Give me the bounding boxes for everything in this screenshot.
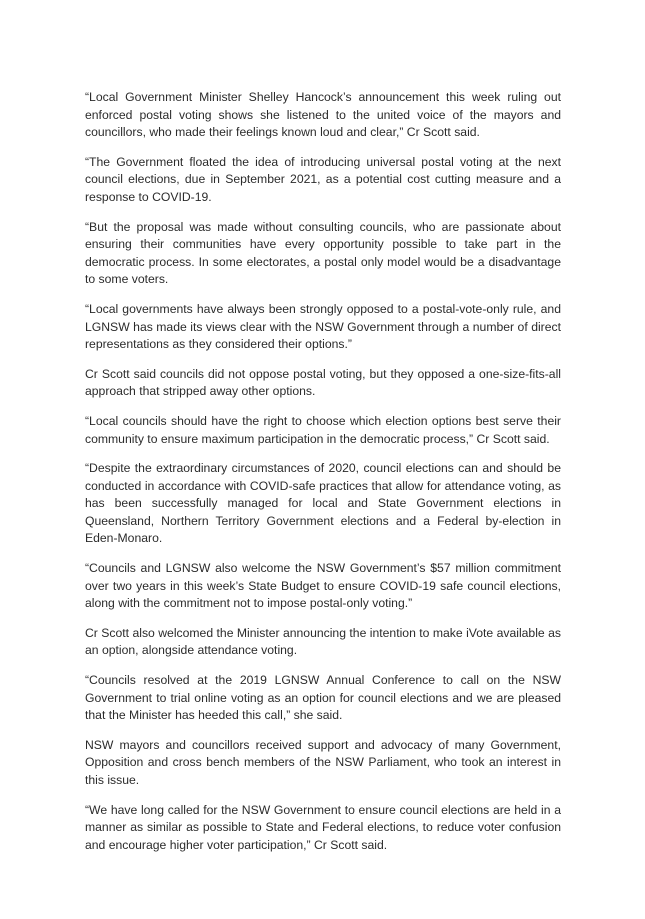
paragraph-12: “We have long called for the NSW Government to ensure council elections are held in a manner as similar as possible to State and Federal elections, to reduce voter confusion and encourage higher voter participation,” Cr Scott said. xyxy=(85,802,561,852)
paragraph-11: NSW mayors and councillors received support and advocacy of many Government, Opposition and cross bench members of the NSW Parliament, who took an interest in this issue. xyxy=(85,737,561,787)
paragraph-9: Cr Scott also welcomed the Minister announcing the intention to make iVote available as an option, alongside attendance voting. xyxy=(85,625,561,658)
paragraph-1: “Local Government Minister Shelley Hancock’s announcement this week ruling out enforced postal voting shows she listened to the united voice of the mayors and councillors, who made their feelings known loud and clear,” Cr Scott said. xyxy=(85,90,561,140)
document-body xyxy=(85,89,561,866)
paragraph-7: “Despite the extraordinary circumstances of 2020, council elections can and should be conducted in accordance with COVID-safe practices that allow for attendance voting, as has been successfully managed for local and State Government elections in Queensland, Northern Territory Government elections and a Federal by-election in Eden-Monaro. xyxy=(85,461,561,546)
paragraph-6: “Local councils should have the right to choose which election options best serve their community to ensure maximum participation in the democratic process,” Cr Scott said. xyxy=(85,413,561,446)
paragraph-5: Cr Scott said councils did not oppose postal voting, but they opposed a one-size-fits-all approach that stripped away other options. xyxy=(85,366,561,399)
paragraph-4: “Local governments have always been strongly opposed to a postal-vote-only rule, and LGNSW has made its views clear with the NSW Government through a number of direct representations as they considered their options.” xyxy=(85,301,561,352)
paragraph-10: “Councils resolved at the 2019 LGNSW Annual Conference to call on the NSW Government to trial online voting as an option for council elections and we are pleased that the Minister has heeded this call,” she said. xyxy=(85,673,561,723)
paragraph-8: “Councils and LGNSW also welcome the NSW Government’s $57 million commitment over two years in this week’s State Budget to ensure COVID-19 safe council elections, along with the commitment not to impose postal-only voting.” xyxy=(85,561,561,611)
paragraph-2: “The Government floated the idea of introducing universal postal voting at the next council elections, due in September 2021, as a potential cost cutting measure and a response to COVID-19. xyxy=(85,154,561,204)
paragraph-3: “But the proposal was made without consulting councils, who are passionate about ensuring their communities have every opportunity possible to take part in the democratic process. In some electorates, a postal only model would be a disadvantage to some voters. xyxy=(85,219,561,287)
